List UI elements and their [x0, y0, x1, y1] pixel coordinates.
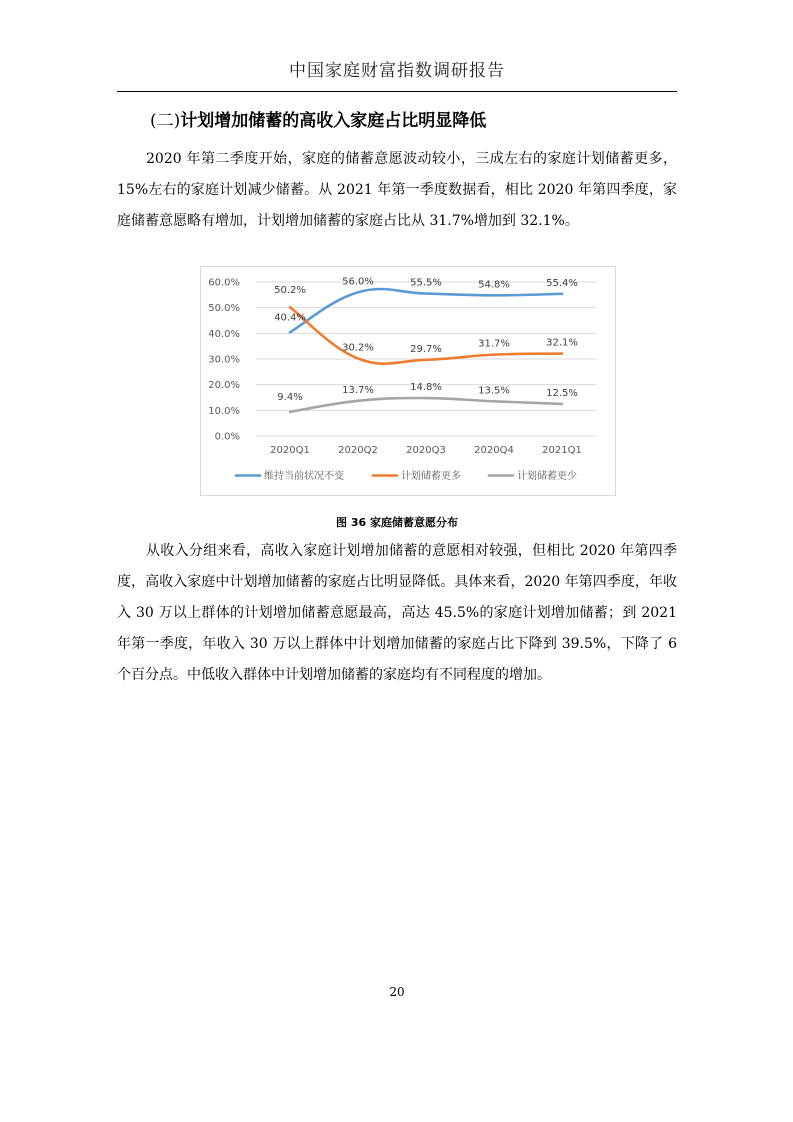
y-tick-label: 60.0% — [208, 277, 240, 289]
data-label: 14.8% — [410, 382, 442, 394]
page-number: 20 — [389, 985, 405, 999]
data-label: 13.5% — [478, 385, 510, 397]
data-label: 30.2% — [342, 342, 374, 354]
data-label: 40.4% — [274, 312, 306, 324]
y-tick-label: 40.0% — [208, 328, 240, 340]
body-paragraph-1: 2020 年第二季度开始，家庭的储蓄意愿波动较小，三成左右的家庭计划储蓄更多，15%左右的家庭计划减少储蓄。从 2021 年第一季度数据看，相比 2020 年第四季度，家庭储蓄意愿略有增加，计划增加储蓄的家庭占比从 31.7%增加到 32.1%。 — [117, 151, 677, 229]
legend-label: 维持当前状况不变 — [264, 471, 344, 482]
section-title: 计划增加储蓄的高收入家庭占比明显降低 — [180, 111, 487, 131]
y-tick-label: 50.0% — [208, 303, 240, 315]
section-heading — [150, 106, 486, 131]
header-rule — [117, 91, 677, 92]
x-tick-label: 2021Q1 — [542, 445, 582, 456]
series-line-1 — [290, 289, 562, 332]
x-tick-label: 2020Q4 — [474, 445, 514, 456]
x-tick-label: 2020Q2 — [338, 445, 378, 456]
series-line-2 — [290, 307, 562, 364]
data-label: 12.5% — [546, 387, 578, 399]
data-label: 54.8% — [478, 279, 510, 291]
legend-label: 计划储蓄更多 — [401, 471, 461, 482]
data-label: 31.7% — [478, 338, 510, 350]
legend-label: 计划储蓄更少 — [517, 471, 577, 482]
y-tick-label: 10.0% — [208, 405, 240, 417]
y-tick-label: 20.0% — [208, 380, 240, 392]
series-line-3 — [290, 398, 562, 412]
section-number: (二) — [150, 111, 181, 131]
x-tick-label: 2020Q3 — [406, 445, 446, 456]
figure-caption: 图 36 家庭储蓄意愿分布 — [336, 516, 458, 529]
savings-intention-chart — [200, 266, 616, 496]
chart-canvas — [201, 267, 615, 495]
data-label: 32.1% — [546, 337, 578, 349]
data-label: 29.7% — [410, 343, 442, 355]
body-paragraph-2: 从收入分组来看，高收入家庭计划增加储蓄的意愿相对较强，但相比 2020 年第四季度，高收入家庭中计划增加储蓄的家庭占比明显降低。具体来看，2020 年第四季度，年收入 30 万以上群体的计划增加储蓄意愿最高，高达 45.5%的家庭计划增加储蓄；到 2021 年第一季度，年收入 30 万以上群体中计划增加储蓄的家庭占比下降到 39.5%，下降了 6 个百分点。中低收入群体中计划增加储蓄的家庭均有不同程度的增加。 — [117, 543, 677, 683]
y-tick-label: 0.0% — [214, 431, 240, 443]
x-tick-label: 2020Q1 — [270, 445, 310, 456]
data-label: 13.7% — [342, 384, 374, 396]
data-label: 55.5% — [410, 277, 442, 289]
data-label: 50.2% — [274, 285, 306, 297]
running-header: 中国家庭财富指数调研报告 — [289, 61, 505, 81]
data-label: 56.0% — [342, 276, 374, 288]
data-label: 55.4% — [546, 277, 578, 289]
y-tick-label: 30.0% — [208, 354, 240, 366]
data-label: 9.4% — [277, 391, 303, 403]
